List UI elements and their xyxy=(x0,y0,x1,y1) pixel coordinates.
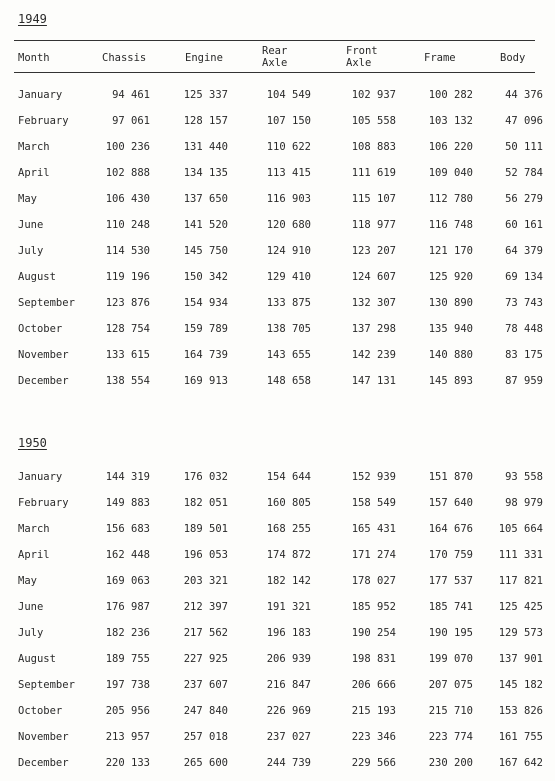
cell-body: 105 664 xyxy=(498,523,543,535)
cell-engine: 128 157 xyxy=(183,115,228,127)
cell-month: April xyxy=(18,549,50,561)
header-front-axle-line2: Axle xyxy=(346,57,372,69)
header-chassis: Chassis xyxy=(102,52,147,64)
cell-month: December xyxy=(18,375,69,387)
header-rear-axle-line1: Rear xyxy=(262,45,288,57)
header-engine: Engine xyxy=(185,52,223,64)
cell-month: September xyxy=(18,297,75,309)
cell-engine: 247 840 xyxy=(183,705,228,717)
cell-rear-axle: 226 969 xyxy=(266,705,311,717)
cell-month: January xyxy=(18,89,63,101)
table-row xyxy=(0,601,555,617)
cell-frame: 140 880 xyxy=(428,349,473,361)
cell-front-axle: 111 619 xyxy=(351,167,396,179)
cell-chassis: 189 755 xyxy=(105,653,150,665)
cell-month: March xyxy=(18,523,50,535)
table-row xyxy=(0,89,555,105)
cell-engine: 203 321 xyxy=(183,575,228,587)
cell-engine: 176 032 xyxy=(183,471,228,483)
cell-engine: 217 562 xyxy=(183,627,228,639)
cell-rear-axle: 120 680 xyxy=(266,219,311,231)
cell-body: 56 279 xyxy=(505,193,543,205)
table-row xyxy=(0,679,555,695)
cell-month: May xyxy=(18,575,37,587)
table-row xyxy=(0,323,555,339)
cell-body: 83 175 xyxy=(505,349,543,361)
header-front-axle xyxy=(346,45,378,69)
cell-rear-axle: 160 805 xyxy=(266,497,311,509)
cell-month: November xyxy=(18,349,69,361)
table-row xyxy=(0,349,555,365)
cell-month: October xyxy=(18,323,63,335)
header-body: Body xyxy=(500,52,526,64)
cell-front-axle: 102 937 xyxy=(351,89,396,101)
cell-chassis: 169 063 xyxy=(105,575,150,587)
cell-engine: 169 913 xyxy=(183,375,228,387)
cell-chassis: 162 448 xyxy=(105,549,150,561)
cell-month: March xyxy=(18,141,50,153)
cell-chassis: 138 554 xyxy=(105,375,150,387)
table-row xyxy=(0,523,555,539)
cell-engine: 134 135 xyxy=(183,167,228,179)
cell-body: 145 182 xyxy=(498,679,543,691)
header-frame: Frame xyxy=(424,52,456,64)
table-row xyxy=(0,731,555,747)
cell-body: 78 448 xyxy=(505,323,543,335)
cell-front-axle: 178 027 xyxy=(351,575,396,587)
cell-engine: 227 925 xyxy=(183,653,228,665)
cell-chassis: 114 530 xyxy=(105,245,150,257)
cell-frame: 145 893 xyxy=(428,375,473,387)
cell-front-axle: 215 193 xyxy=(351,705,396,717)
cell-month: February xyxy=(18,115,69,127)
cell-chassis: 156 683 xyxy=(105,523,150,535)
cell-body: 69 134 xyxy=(505,271,543,283)
cell-body: 129 573 xyxy=(498,627,543,639)
cell-frame: 157 640 xyxy=(428,497,473,509)
cell-frame: 135 940 xyxy=(428,323,473,335)
cell-body: 50 111 xyxy=(505,141,543,153)
cell-rear-axle: 124 910 xyxy=(266,245,311,257)
table-row xyxy=(0,297,555,313)
cell-rear-axle: 237 027 xyxy=(266,731,311,743)
cell-body: 167 642 xyxy=(498,757,543,769)
cell-engine: 164 739 xyxy=(183,349,228,361)
cell-month: November xyxy=(18,731,69,743)
cell-front-axle: 152 939 xyxy=(351,471,396,483)
header-front-axle-line1: Front xyxy=(346,45,378,57)
cell-frame: 106 220 xyxy=(428,141,473,153)
cell-month: July xyxy=(18,627,44,639)
cell-chassis: 149 883 xyxy=(105,497,150,509)
cell-rear-axle: 216 847 xyxy=(266,679,311,691)
cell-rear-axle: 191 321 xyxy=(266,601,311,613)
cell-chassis: 144 319 xyxy=(105,471,150,483)
cell-frame: 215 710 xyxy=(428,705,473,717)
cell-frame: 230 200 xyxy=(428,757,473,769)
cell-chassis: 213 957 xyxy=(105,731,150,743)
cell-body: 87 959 xyxy=(505,375,543,387)
cell-rear-axle: 154 644 xyxy=(266,471,311,483)
cell-month: February xyxy=(18,497,69,509)
cell-body: 52 784 xyxy=(505,167,543,179)
cell-rear-axle: 133 875 xyxy=(266,297,311,309)
table-row xyxy=(0,653,555,669)
table-row xyxy=(0,245,555,261)
cell-engine: 131 440 xyxy=(183,141,228,153)
cell-body: 117 821 xyxy=(498,575,543,587)
cell-rear-axle: 174 872 xyxy=(266,549,311,561)
cell-rear-axle: 107 150 xyxy=(266,115,311,127)
cell-body: 64 379 xyxy=(505,245,543,257)
cell-frame: 125 920 xyxy=(428,271,473,283)
cell-chassis: 197 738 xyxy=(105,679,150,691)
cell-engine: 141 520 xyxy=(183,219,228,231)
cell-engine: 196 053 xyxy=(183,549,228,561)
cell-chassis: 123 876 xyxy=(105,297,150,309)
cell-month: June xyxy=(18,601,44,613)
cell-month: June xyxy=(18,219,44,231)
cell-frame: 207 075 xyxy=(428,679,473,691)
cell-chassis: 100 236 xyxy=(105,141,150,153)
year-heading-1950: 1950 xyxy=(18,436,47,450)
cell-frame: 121 170 xyxy=(428,245,473,257)
cell-rear-axle: 148 658 xyxy=(266,375,311,387)
cell-body: 60 161 xyxy=(505,219,543,231)
cell-frame: 185 741 xyxy=(428,601,473,613)
cell-front-axle: 124 607 xyxy=(351,271,396,283)
cell-month: August xyxy=(18,271,56,283)
cell-chassis: 176 987 xyxy=(105,601,150,613)
cell-body: 137 901 xyxy=(498,653,543,665)
table-row xyxy=(0,375,555,391)
cell-chassis: 110 248 xyxy=(105,219,150,231)
table-row xyxy=(0,271,555,287)
cell-month: December xyxy=(18,757,69,769)
cell-chassis: 94 461 xyxy=(112,89,150,101)
cell-body: 125 425 xyxy=(498,601,543,613)
cell-front-axle: 137 298 xyxy=(351,323,396,335)
cell-rear-axle: 138 705 xyxy=(266,323,311,335)
cell-front-axle: 132 307 xyxy=(351,297,396,309)
cell-front-axle: 223 346 xyxy=(351,731,396,743)
cell-frame: 103 132 xyxy=(428,115,473,127)
cell-engine: 159 789 xyxy=(183,323,228,335)
header-top-rule xyxy=(14,40,535,41)
cell-month: May xyxy=(18,193,37,205)
cell-front-axle: 229 566 xyxy=(351,757,396,769)
table-row xyxy=(0,219,555,235)
cell-engine: 137 650 xyxy=(183,193,228,205)
cell-engine: 189 501 xyxy=(183,523,228,535)
cell-front-axle: 198 831 xyxy=(351,653,396,665)
cell-frame: 109 040 xyxy=(428,167,473,179)
cell-frame: 112 780 xyxy=(428,193,473,205)
header-rear-axle xyxy=(262,45,287,69)
cell-rear-axle: 110 622 xyxy=(266,141,311,153)
cell-engine: 154 934 xyxy=(183,297,228,309)
table-row xyxy=(0,497,555,513)
cell-engine: 237 607 xyxy=(183,679,228,691)
cell-chassis: 220 133 xyxy=(105,757,150,769)
cell-frame: 151 870 xyxy=(428,471,473,483)
table-row xyxy=(0,549,555,565)
header-month: Month xyxy=(18,52,50,64)
table-row xyxy=(0,757,555,773)
cell-frame: 100 282 xyxy=(428,89,473,101)
cell-body: 44 376 xyxy=(505,89,543,101)
cell-frame: 130 890 xyxy=(428,297,473,309)
cell-rear-axle: 104 549 xyxy=(266,89,311,101)
cell-month: August xyxy=(18,653,56,665)
cell-frame: 116 748 xyxy=(428,219,473,231)
cell-chassis: 97 061 xyxy=(112,115,150,127)
cell-front-axle: 118 977 xyxy=(351,219,396,231)
cell-chassis: 133 615 xyxy=(105,349,150,361)
cell-body: 161 755 xyxy=(498,731,543,743)
cell-engine: 182 051 xyxy=(183,497,228,509)
cell-front-axle: 108 883 xyxy=(351,141,396,153)
cell-body: 98 979 xyxy=(505,497,543,509)
cell-frame: 190 195 xyxy=(428,627,473,639)
cell-rear-axle: 116 903 xyxy=(266,193,311,205)
table-row xyxy=(0,167,555,183)
cell-engine: 145 750 xyxy=(183,245,228,257)
cell-rear-axle: 143 655 xyxy=(266,349,311,361)
cell-month: July xyxy=(18,245,44,257)
cell-front-axle: 171 274 xyxy=(351,549,396,561)
cell-month: October xyxy=(18,705,63,717)
cell-front-axle: 165 431 xyxy=(351,523,396,535)
cell-month: January xyxy=(18,471,63,483)
cell-engine: 125 337 xyxy=(183,89,228,101)
cell-rear-axle: 206 939 xyxy=(266,653,311,665)
cell-month: September xyxy=(18,679,75,691)
table-row xyxy=(0,115,555,131)
cell-body: 111 331 xyxy=(498,549,543,561)
cell-rear-axle: 113 415 xyxy=(266,167,311,179)
cell-body: 153 826 xyxy=(498,705,543,717)
cell-body: 73 743 xyxy=(505,297,543,309)
cell-front-axle: 123 207 xyxy=(351,245,396,257)
cell-front-axle: 115 107 xyxy=(351,193,396,205)
header-bottom-rule xyxy=(14,72,535,73)
cell-front-axle: 206 666 xyxy=(351,679,396,691)
year-heading-1949: 1949 xyxy=(18,12,47,26)
cell-rear-axle: 196 183 xyxy=(266,627,311,639)
cell-rear-axle: 129 410 xyxy=(266,271,311,283)
table-row xyxy=(0,627,555,643)
cell-engine: 150 342 xyxy=(183,271,228,283)
cell-front-axle: 147 131 xyxy=(351,375,396,387)
cell-month: April xyxy=(18,167,50,179)
table-row xyxy=(0,705,555,721)
cell-front-axle: 105 558 xyxy=(351,115,396,127)
cell-chassis: 182 236 xyxy=(105,627,150,639)
cell-body: 47 096 xyxy=(505,115,543,127)
cell-chassis: 119 196 xyxy=(105,271,150,283)
cell-rear-axle: 182 142 xyxy=(266,575,311,587)
cell-front-axle: 158 549 xyxy=(351,497,396,509)
cell-frame: 199 070 xyxy=(428,653,473,665)
table-row xyxy=(0,141,555,157)
cell-chassis: 106 430 xyxy=(105,193,150,205)
cell-chassis: 102 888 xyxy=(105,167,150,179)
cell-engine: 212 397 xyxy=(183,601,228,613)
cell-frame: 170 759 xyxy=(428,549,473,561)
cell-rear-axle: 244 739 xyxy=(266,757,311,769)
cell-front-axle: 185 952 xyxy=(351,601,396,613)
cell-chassis: 128 754 xyxy=(105,323,150,335)
cell-chassis: 205 956 xyxy=(105,705,150,717)
cell-frame: 177 537 xyxy=(428,575,473,587)
cell-front-axle: 142 239 xyxy=(351,349,396,361)
cell-frame: 164 676 xyxy=(428,523,473,535)
header-rear-axle-line2: Axle xyxy=(262,57,288,69)
cell-engine: 257 018 xyxy=(183,731,228,743)
cell-engine: 265 600 xyxy=(183,757,228,769)
table-row xyxy=(0,575,555,591)
cell-body: 93 558 xyxy=(505,471,543,483)
cell-frame: 223 774 xyxy=(428,731,473,743)
table-row xyxy=(0,193,555,209)
table-row xyxy=(0,471,555,487)
cell-front-axle: 190 254 xyxy=(351,627,396,639)
cell-rear-axle: 168 255 xyxy=(266,523,311,535)
